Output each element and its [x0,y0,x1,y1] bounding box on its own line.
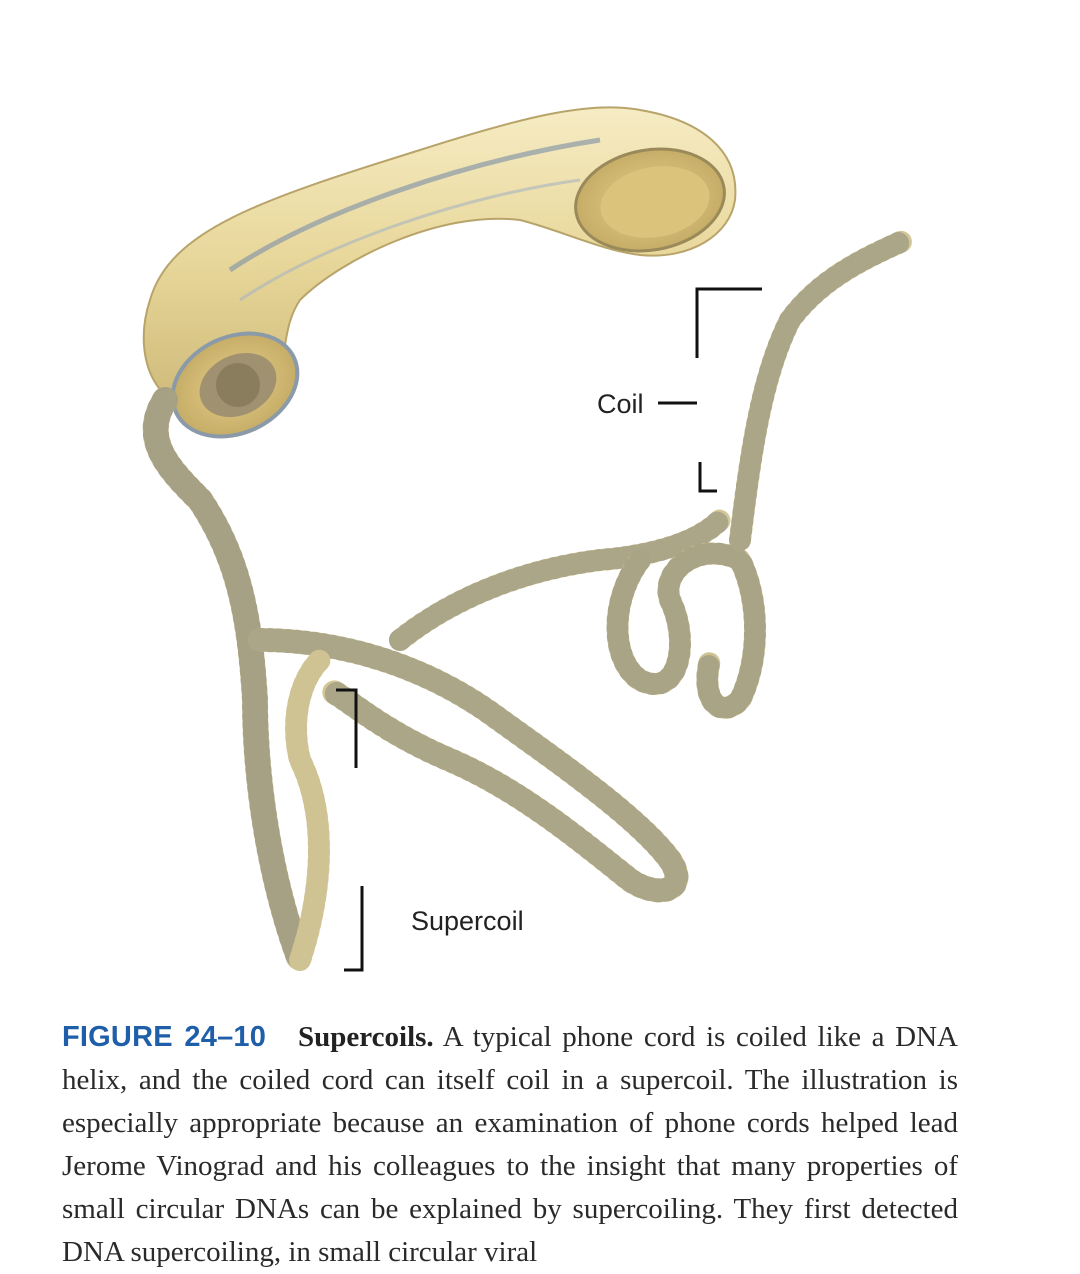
figure-caption [62,1016,958,1274]
figure-title: Supercoils. [298,1021,434,1053]
supercoil-label: Supercoil [411,906,524,936]
supercoil-bracket [336,690,362,970]
caption-text: A typical phone cord is coiled like a DNA helix, and the coiled cord can itself coil in a supercoil. The illustration is especially appropriate because an examination of phone cords helped lead Jerome Vinograd and his colleagues to the insight that many properties of small circular DNAs can be explained by supercoiling. They first detected DNA supercoiling, in small circular viral [62,1021,958,1268]
coil-label: Coil [597,389,644,419]
figure-number: FIGURE 24–10 [62,1021,267,1053]
telephone-handset [144,107,736,456]
